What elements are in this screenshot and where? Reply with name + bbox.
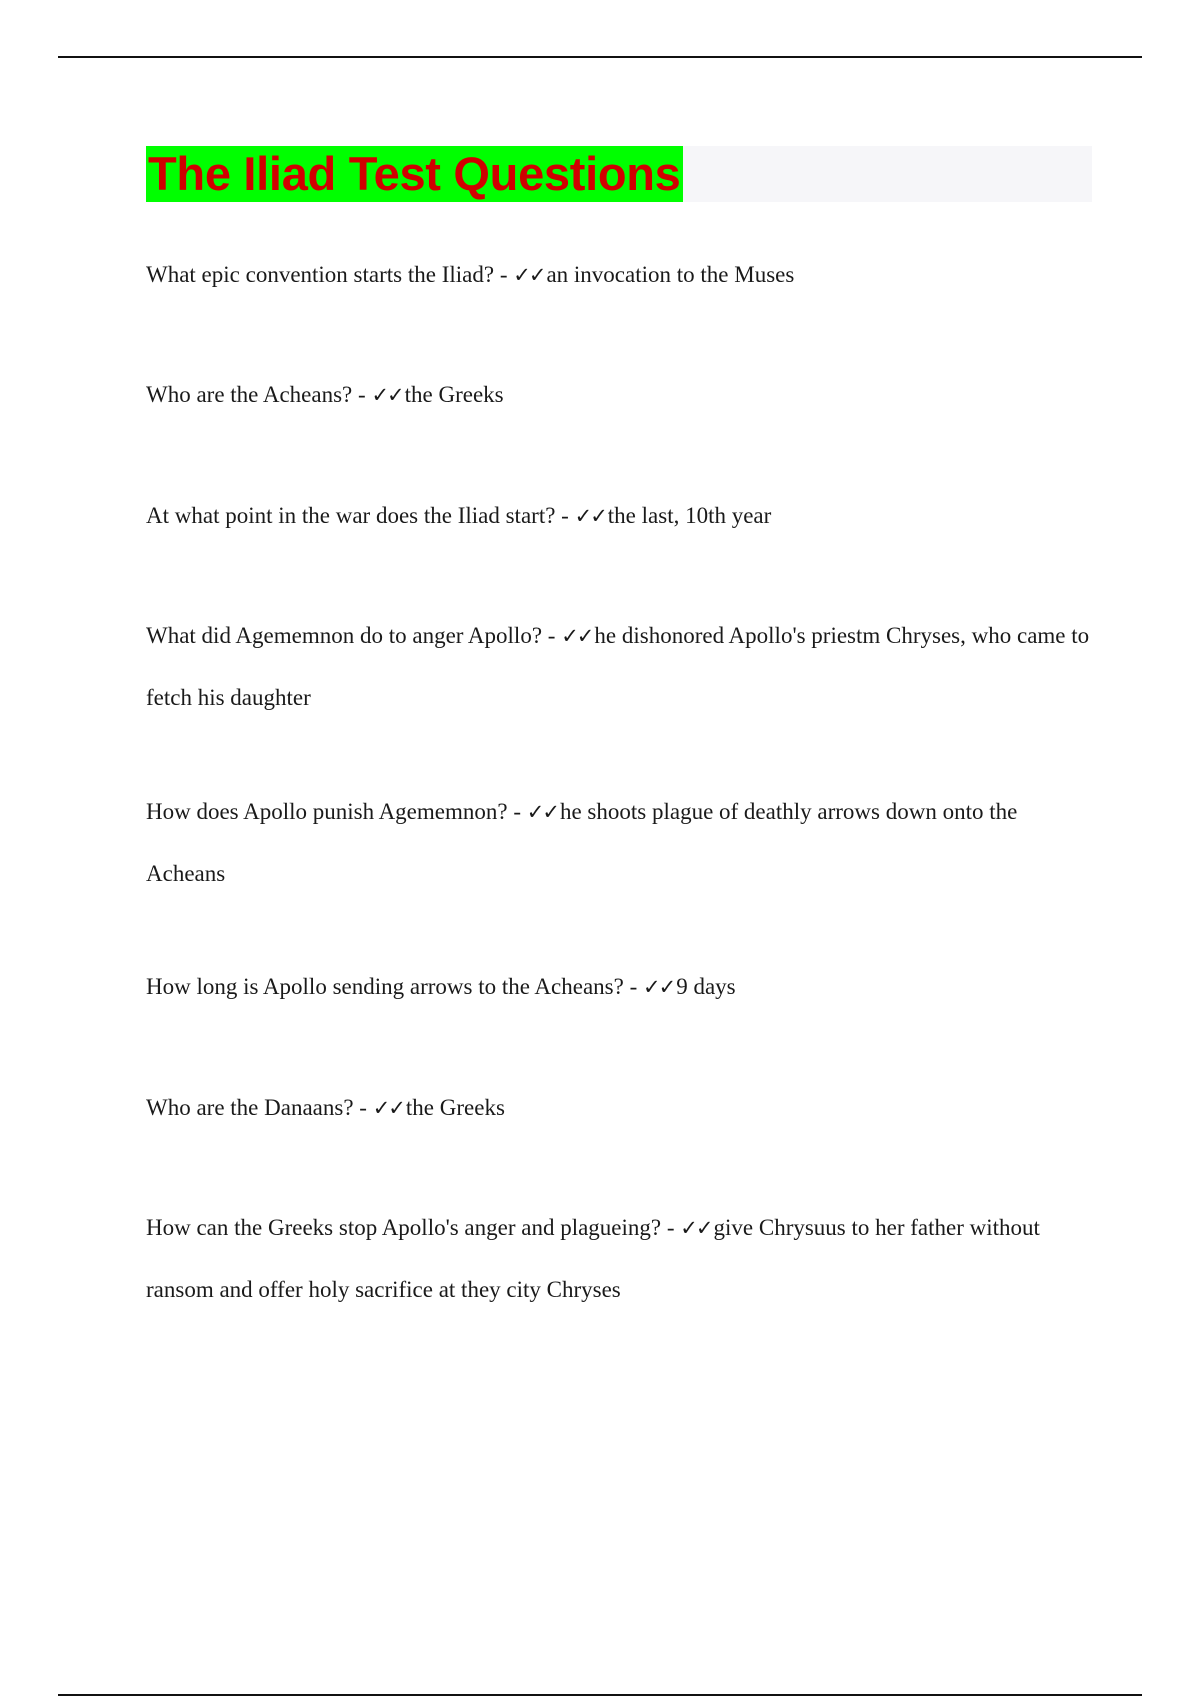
qa-item [146,244,1092,306]
question-text: What did Agememnon do to anger Apollo? [146,623,543,648]
check-icon: ✓✓ [372,1096,404,1120]
question-text: Who are the Acheans? [146,382,353,407]
question-text: Who are the Danaans? [146,1095,354,1120]
separator: - [542,623,562,648]
separator: - [661,1215,681,1240]
qa-item [146,956,1092,1018]
answer-text: he shoots plague of deathly arrows down onto the Acheans [146,799,1018,886]
check-icon: ✓✓ [574,504,606,528]
check-icon: ✓✓ [513,263,545,287]
bottom-rule [58,1694,1142,1696]
separator: - [494,262,514,287]
answer-text: the Greeks [405,1095,505,1120]
question-text: At what point in the war does the Iliad start? [146,503,556,528]
title-banner [146,146,1092,202]
question-text: How can the Greeks stop Apollo's anger and plagueing? [146,1215,662,1240]
question-text: How long is Apollo sending arrows to the Acheans? [146,974,624,999]
check-icon: ✓✓ [680,1216,712,1240]
top-rule [58,56,1142,58]
separator: - [555,503,575,528]
separator: - [507,799,527,824]
question-text: How does Apollo punish Agememnon? [146,799,508,824]
answer-text: 9 days [676,974,736,999]
qa-item [146,1077,1092,1139]
page-title: The Iliad Test Questions [148,147,681,200]
separator: - [353,1095,373,1120]
title-highlight [146,146,683,202]
check-icon: ✓✓ [643,975,675,999]
answer-text: an invocation to the Muses [546,262,795,287]
answer-text: give Chrysuus to her father without ransom and offer holy sacrifice at they city Chryses [146,1215,1040,1302]
separator: - [352,382,372,407]
qa-item [146,364,1092,426]
answer-text: the Greeks [404,382,504,407]
check-icon: ✓✓ [371,383,403,407]
qa-item [146,781,1092,904]
answer-text: the last, 10th year [607,503,772,528]
check-icon: ✓✓ [526,800,558,824]
qa-item [146,1197,1092,1320]
question-text: What epic convention starts the Iliad? [146,262,495,287]
separator: - [623,974,643,999]
check-icon: ✓✓ [561,624,593,648]
qa-item [146,605,1092,728]
qa-item [146,485,1092,547]
answer-text: he dishonored Apollo's priestm Chryses, who came to fetch his daughter [146,623,1090,710]
